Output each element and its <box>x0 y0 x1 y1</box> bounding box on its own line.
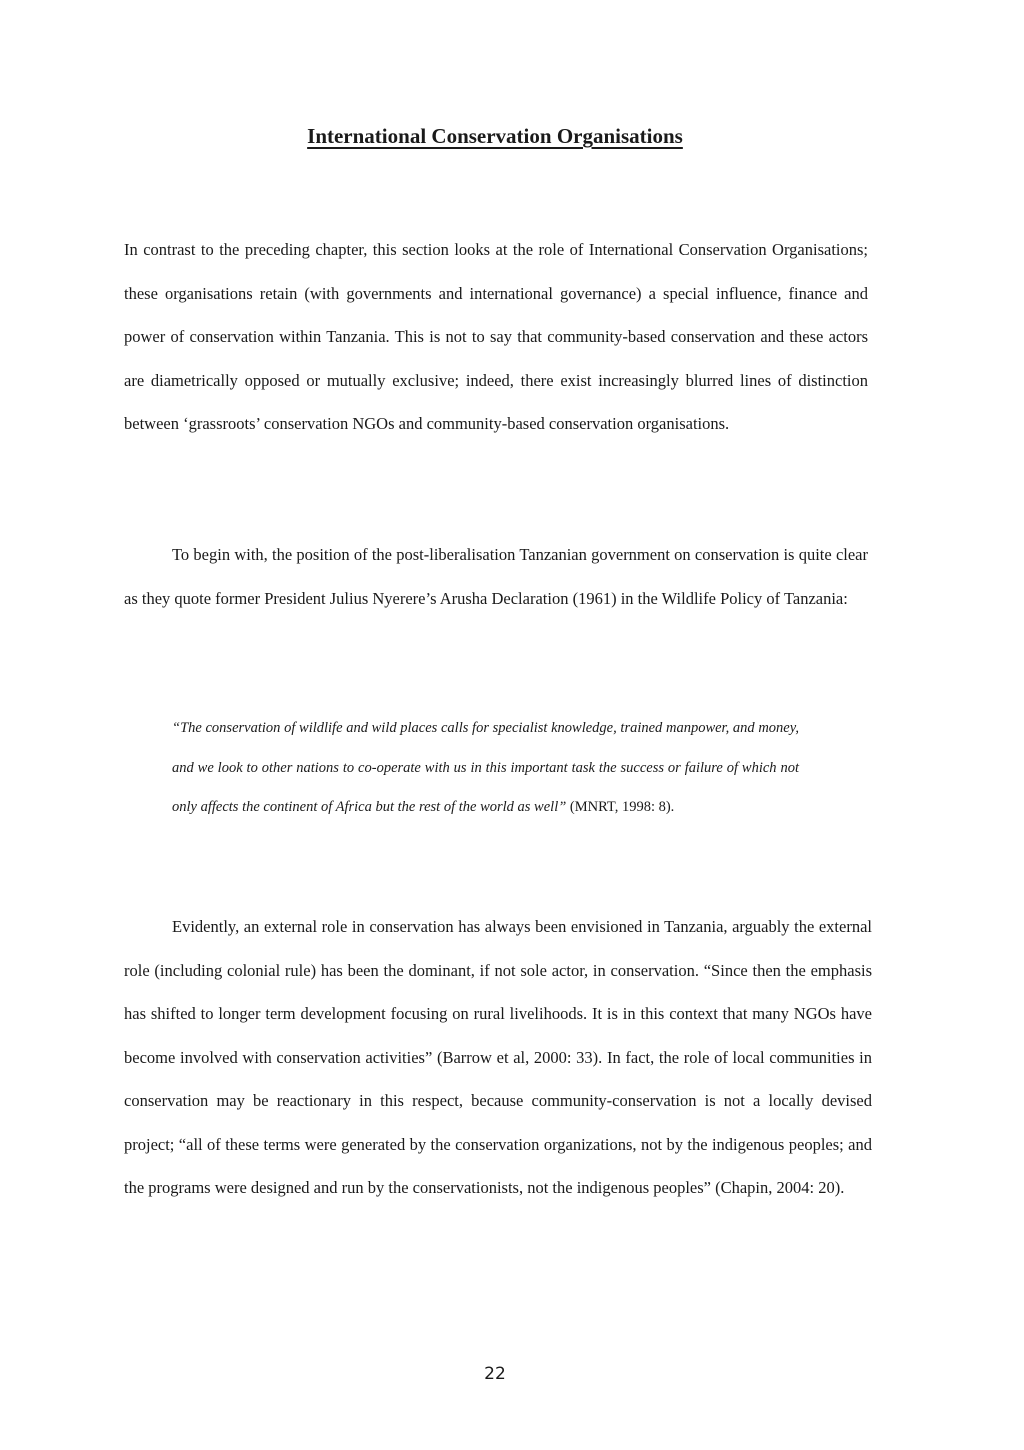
government-position-paragraph: To begin with, the position of the post-liberalisation Tanzanian government on conservation is quite clear as they quote former President Julius Nyerere’s Arusha Declaration (1961) in the Wildlife Policy of Tanzania: <box>124 545 868 608</box>
external-role-paragraph: Evidently, an external role in conservation has always been envisioned in Tanzania, arguably the external role (including colonial rule) has been the dominant, if not sole actor, in conservation. “Since then the emphasis has shifted to longer term development focusing on rural livelihoods. It is in this context that many NGOs have become involved with conservation activities” (Barrow et al, 2000: 33). In fact, the role of local communities in conservation may be reactionary in this respect, because community-conservation is not a locally devised project; “all of these terms were generated by the conservation organizations, not by the indigenous peoples; and the programs were designed and run by the conservationists, not the indigenous peoples” (Chapin, 2004: 20). <box>124 917 872 1197</box>
block-quote <box>172 709 799 828</box>
quote-text: “The conservation of wildlife and wild places calls for specialist knowledge, trained manpower, and money, and we look to other nations to co-operate with us in this important task the success or failure of which not only affects the continent of Africa but the rest of the world as well” <box>172 720 799 815</box>
quote-citation: (MNRT, 1998: 8). <box>566 799 675 815</box>
page-title: International Conservation Organisations <box>307 124 683 148</box>
page-number: 22 <box>484 1364 506 1384</box>
intro-paragraph: In contrast to the preceding chapter, this section looks at the role of International Conservation Organisations; these organisations retain (with governments and international governance) a special influence, finance and power of conservation within Tanzania. This is not to say that community-based conservation and these actors are diametrically opposed or mutually exclusive; indeed, there exist increasingly blurred lines of distinction between ‘grassroots’ conservation NGOs and community-based conservation organisations. <box>124 240 868 433</box>
